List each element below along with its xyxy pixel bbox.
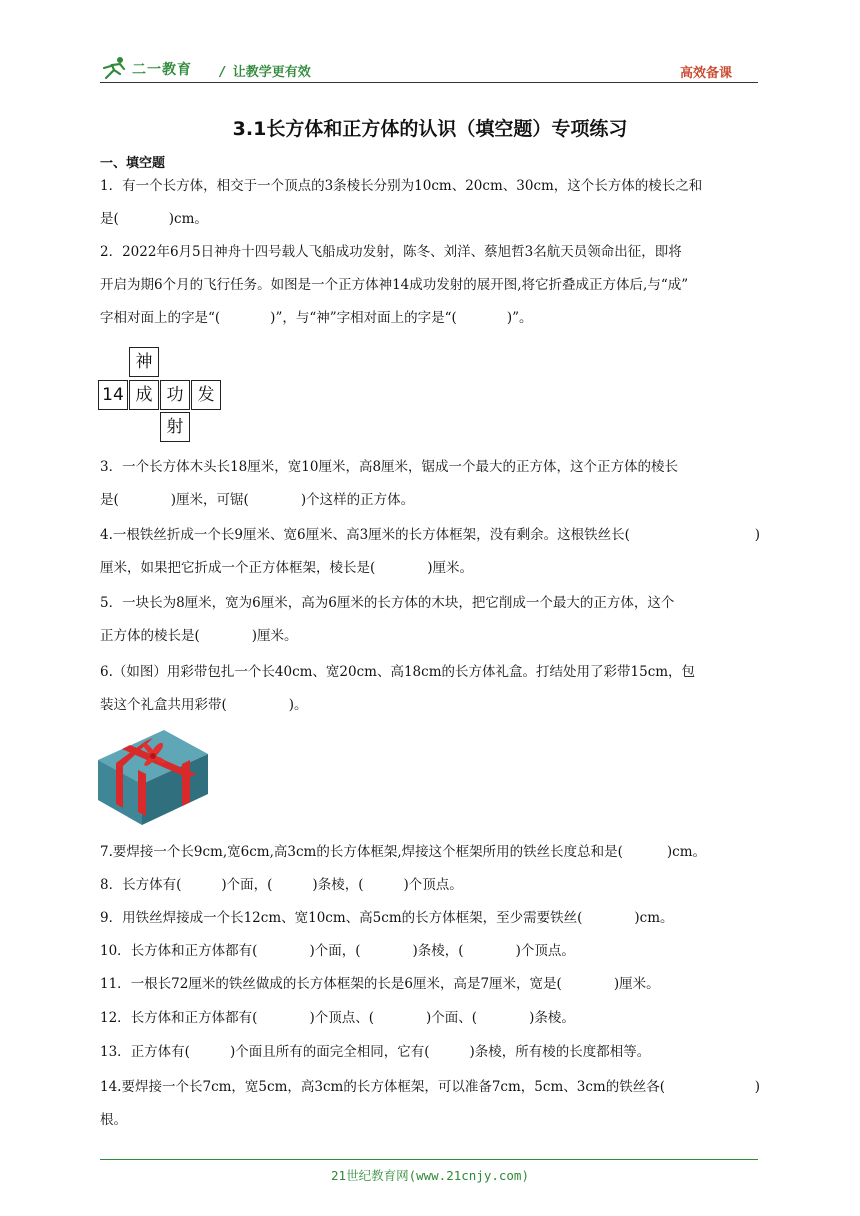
- question-number: 10．: [100, 943, 131, 959]
- question-2: [100, 236, 760, 335]
- logo-text: 二一教育: [132, 62, 192, 78]
- question-text: 装这个礼盒共用彩带(: [100, 697, 227, 713]
- question-text: 根。: [100, 1112, 127, 1128]
- question-text: 一块长为8厘米，宽为6厘米，高为6厘米的长方体的木块，把它削成一个最大的正方体，这个: [122, 595, 675, 611]
- question-number: 12．: [100, 1010, 131, 1026]
- question-4: [100, 519, 760, 585]
- header-divider: [100, 82, 758, 83]
- cube-net-figure: [98, 347, 228, 443]
- question-text: 是(: [100, 492, 119, 508]
- question-text: )个顶点。: [403, 877, 463, 893]
- logo: [102, 56, 212, 82]
- question-text: )cm。: [168, 211, 208, 227]
- question-text: )个顶点、(: [309, 1010, 375, 1026]
- page-title: 3.1长方体和正方体的认识（填空题）专项练习: [232, 118, 628, 140]
- question-text: )cm。: [634, 910, 674, 926]
- question-number: 4.: [100, 527, 113, 543]
- question-number: 7.: [100, 844, 113, 860]
- question-text: 要焊接一个长9cm,宽6cm,高3cm的长方体框架,焊接这个框架所用的铁丝长度总和是(: [112, 844, 623, 860]
- question-text: )厘米。: [613, 976, 660, 992]
- question-text: 字相对面上的字是“(: [100, 310, 221, 326]
- question-number: 11．: [100, 976, 131, 992]
- question-text: )。: [288, 697, 308, 713]
- question-number: 6.: [100, 664, 113, 680]
- section-heading: 一、填空题: [100, 156, 166, 171]
- question-text: )个面，(: [221, 877, 273, 893]
- net-cell: 14: [98, 380, 128, 410]
- header-right-label: 高效备课: [679, 66, 732, 81]
- header-slogan: / 让教学更有效: [220, 65, 311, 80]
- question-8: [100, 869, 760, 902]
- question-text: )”，与“神”字相对面上的字是“(: [270, 310, 457, 326]
- question-7: [100, 836, 760, 869]
- gift-box-figure: [98, 730, 208, 825]
- question-text: )个面、(: [426, 1010, 478, 1026]
- net-cell: 神: [129, 347, 159, 377]
- question-10: [100, 935, 760, 968]
- slogan-text: 让教学更有效: [232, 65, 311, 80]
- question-text: )个这样的正方体。: [300, 492, 415, 508]
- question-6: [100, 656, 760, 722]
- question-number: 3．: [100, 459, 123, 475]
- question-text: （如图）用彩带包扎一个长40cm、宽20cm、高18cm的长方体礼盒。打结处用了彩带15cm，包: [112, 664, 696, 680]
- question-text: )厘米。: [251, 628, 298, 644]
- question-text: )条棱，(: [412, 943, 464, 959]
- question-number: 1．: [100, 178, 123, 194]
- question-text: 是(: [100, 211, 119, 227]
- question-text: 2022年6月5日神舟十四号载人飞船成功发射，陈冬、刘洋、蔡旭哲3名航天员领命出征，即将: [122, 244, 682, 260]
- page-header: [100, 56, 758, 82]
- question-13: [100, 1036, 760, 1069]
- question-text: )厘米。: [427, 560, 474, 576]
- gift-box-image: [98, 730, 208, 825]
- question-text: 一个长方体木头长18厘米，宽10厘米，高8厘米，锯成一个最大的正方体，这个正方体的棱长: [122, 459, 679, 475]
- question-9: [100, 902, 760, 935]
- net-cell: 功: [160, 380, 190, 410]
- question-text: )个顶点。: [515, 943, 575, 959]
- question-text: 一根铁丝折成一个长9厘米、宽6厘米、高3厘米的长方体框架，没有剩余。这根铁丝长(: [112, 527, 630, 543]
- question-text: ): [754, 527, 760, 543]
- question-3: [100, 451, 760, 517]
- net-cell: 发: [191, 380, 221, 410]
- question-12: [100, 1002, 760, 1035]
- question-number: 2．: [100, 244, 123, 260]
- question-text: ): [754, 1079, 760, 1095]
- question-number: 8．: [100, 877, 123, 893]
- question-text: )条棱，(: [312, 877, 364, 893]
- footer-divider: [100, 1159, 758, 1160]
- question-text: 厘米，如果把它折成一个正方体框架，棱长是(: [100, 560, 376, 576]
- question-text: 长方体和正方体都有(: [130, 1010, 258, 1026]
- question-14: [100, 1071, 760, 1137]
- question-text: 长方体和正方体都有(: [130, 943, 258, 959]
- question-number: 9．: [100, 910, 123, 926]
- question-number: 14.: [100, 1079, 122, 1095]
- question-number: 13．: [100, 1044, 131, 1060]
- net-cell: 射: [160, 412, 190, 442]
- question-11: [100, 968, 760, 1001]
- page-footer: 21世纪教育网(www.21cnjy.com): [331, 1168, 529, 1183]
- question-text: 用铁丝焊接成一个长12cm、宽10cm、高5cm的长方体框架，至少需要铁丝(: [122, 910, 583, 926]
- question-text: 正方体的棱长是(: [100, 628, 200, 644]
- question-text: )”。: [506, 310, 533, 326]
- question-5: [100, 587, 760, 653]
- question-text: )厘米，可锯(: [170, 492, 249, 508]
- question-text: )条棱，所有棱的长度都相等。: [469, 1044, 651, 1060]
- net-cell: 成: [129, 380, 159, 410]
- question-text: )cm。: [666, 844, 707, 860]
- question-text: )个面且所有的面完全相同，它有(: [229, 1044, 430, 1060]
- question-text: )条棱。: [529, 1010, 575, 1026]
- question-text: 要焊接一个长7cm，宽5cm，高3cm的长方体框架，可以准备7cm，5cm、3cm的铁丝各(: [121, 1079, 665, 1095]
- question-1: [100, 170, 760, 236]
- question-text: 开启为期6个月的飞行任务。如图是一个正方体神14成功发射的展开图,将它折叠成正方体后,与“成”: [100, 277, 689, 293]
- question-text: )个面，(: [309, 943, 361, 959]
- question-text: 有一个长方体，相交于一个顶点的3条棱长分别为10cm、20cm、30cm，这个长方体的棱长之和: [122, 178, 703, 194]
- question-text: 一根长72厘米的铁丝做成的长方体框架的长是6厘米，高是7厘米，宽是(: [130, 976, 562, 992]
- question-text: 长方体有(: [122, 877, 182, 893]
- runner-icon: [102, 56, 130, 80]
- question-text: 正方体有(: [130, 1044, 190, 1060]
- question-number: 5．: [100, 595, 123, 611]
